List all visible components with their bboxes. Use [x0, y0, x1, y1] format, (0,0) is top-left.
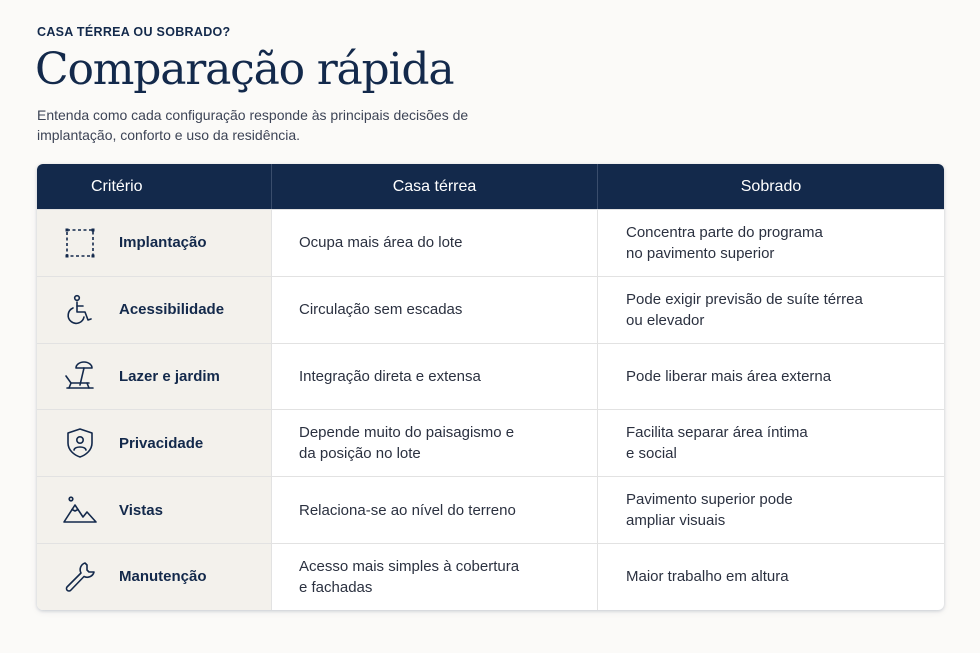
sobrado-cell	[598, 544, 944, 610]
terrea-cell	[272, 344, 598, 410]
mountain-icon	[63, 493, 97, 527]
criterion-cell	[37, 344, 272, 410]
terrea-text: Circulação sem escadas	[299, 301, 463, 319]
column-header-criterio: Critério	[37, 164, 272, 209]
terrea-text: Integração direta e extensa	[299, 367, 481, 385]
sobrado-cell	[598, 344, 944, 410]
sobrado-text: Pode liberar mais área externa	[626, 367, 832, 385]
sobrado-text: Facilita separar área íntima e social	[626, 424, 808, 463]
terrea-cell	[272, 277, 598, 343]
criterion-label: Lazer e jardim	[119, 367, 220, 385]
terrea-cell	[272, 210, 598, 276]
sobrado-text: Maior trabalho em altura	[626, 568, 789, 586]
terrea-text: Depende muito do paisagismo e da posição no lote	[299, 424, 515, 463]
table-row	[37, 409, 944, 476]
table-row	[37, 209, 944, 276]
terrea-cell	[272, 544, 598, 610]
sobrado-cell	[598, 210, 944, 276]
page-title: Comparação rápida	[35, 44, 454, 95]
wrench-icon	[63, 560, 97, 594]
sobrado-cell	[598, 477, 944, 543]
table-header	[37, 164, 944, 209]
criterion-cell	[37, 277, 272, 343]
shield-user-icon	[63, 426, 97, 460]
sobrado-cell	[598, 410, 944, 476]
terrea-text: Acesso mais simples à cobertura e fachadas	[299, 557, 520, 596]
column-header-sobrado: Sobrado	[740, 177, 802, 195]
terrea-text: Relaciona-se ao nível do terreno	[299, 501, 516, 519]
floor-plan-icon	[63, 226, 97, 260]
sobrado-text: Pavimento superior pode ampliar visuais	[626, 491, 793, 530]
table-row	[37, 543, 944, 610]
criterion-label: Manutenção	[119, 568, 207, 586]
table-row	[37, 343, 944, 410]
comparison-table	[37, 164, 944, 610]
criterion-label: Implantação	[119, 234, 207, 252]
sobrado-cell	[598, 277, 944, 343]
criterion-label: Privacidade	[119, 434, 204, 452]
sobrado-text: Concentra parte do programa no pavimento superior	[626, 223, 823, 262]
terrea-cell	[272, 410, 598, 476]
criterion-cell	[37, 410, 272, 476]
column-header-casa-terrea: Casa térrea	[272, 164, 598, 209]
sobrado-text: Pode exigir previsão de suíte térrea ou elevador	[626, 290, 863, 329]
table-row	[37, 276, 944, 343]
wheelchair-icon	[63, 293, 97, 327]
sun-lounger-icon	[63, 359, 97, 393]
terrea-cell	[272, 477, 598, 543]
criterion-label: Vistas	[119, 501, 163, 519]
criterion-cell	[37, 210, 272, 276]
criterion-cell	[37, 477, 272, 543]
eyebrow-label: CASA TÉRREA OU SOBRADO?	[37, 25, 231, 39]
terrea-text: Ocupa mais área do lote	[299, 234, 463, 252]
criterion-cell	[37, 544, 272, 610]
table-row	[37, 476, 944, 543]
criterion-label: Acessibilidade	[119, 301, 225, 319]
page-subtitle: Entenda como cada configuração responde às principais decisões de implantação, conforto e uso da residência.	[37, 107, 469, 143]
